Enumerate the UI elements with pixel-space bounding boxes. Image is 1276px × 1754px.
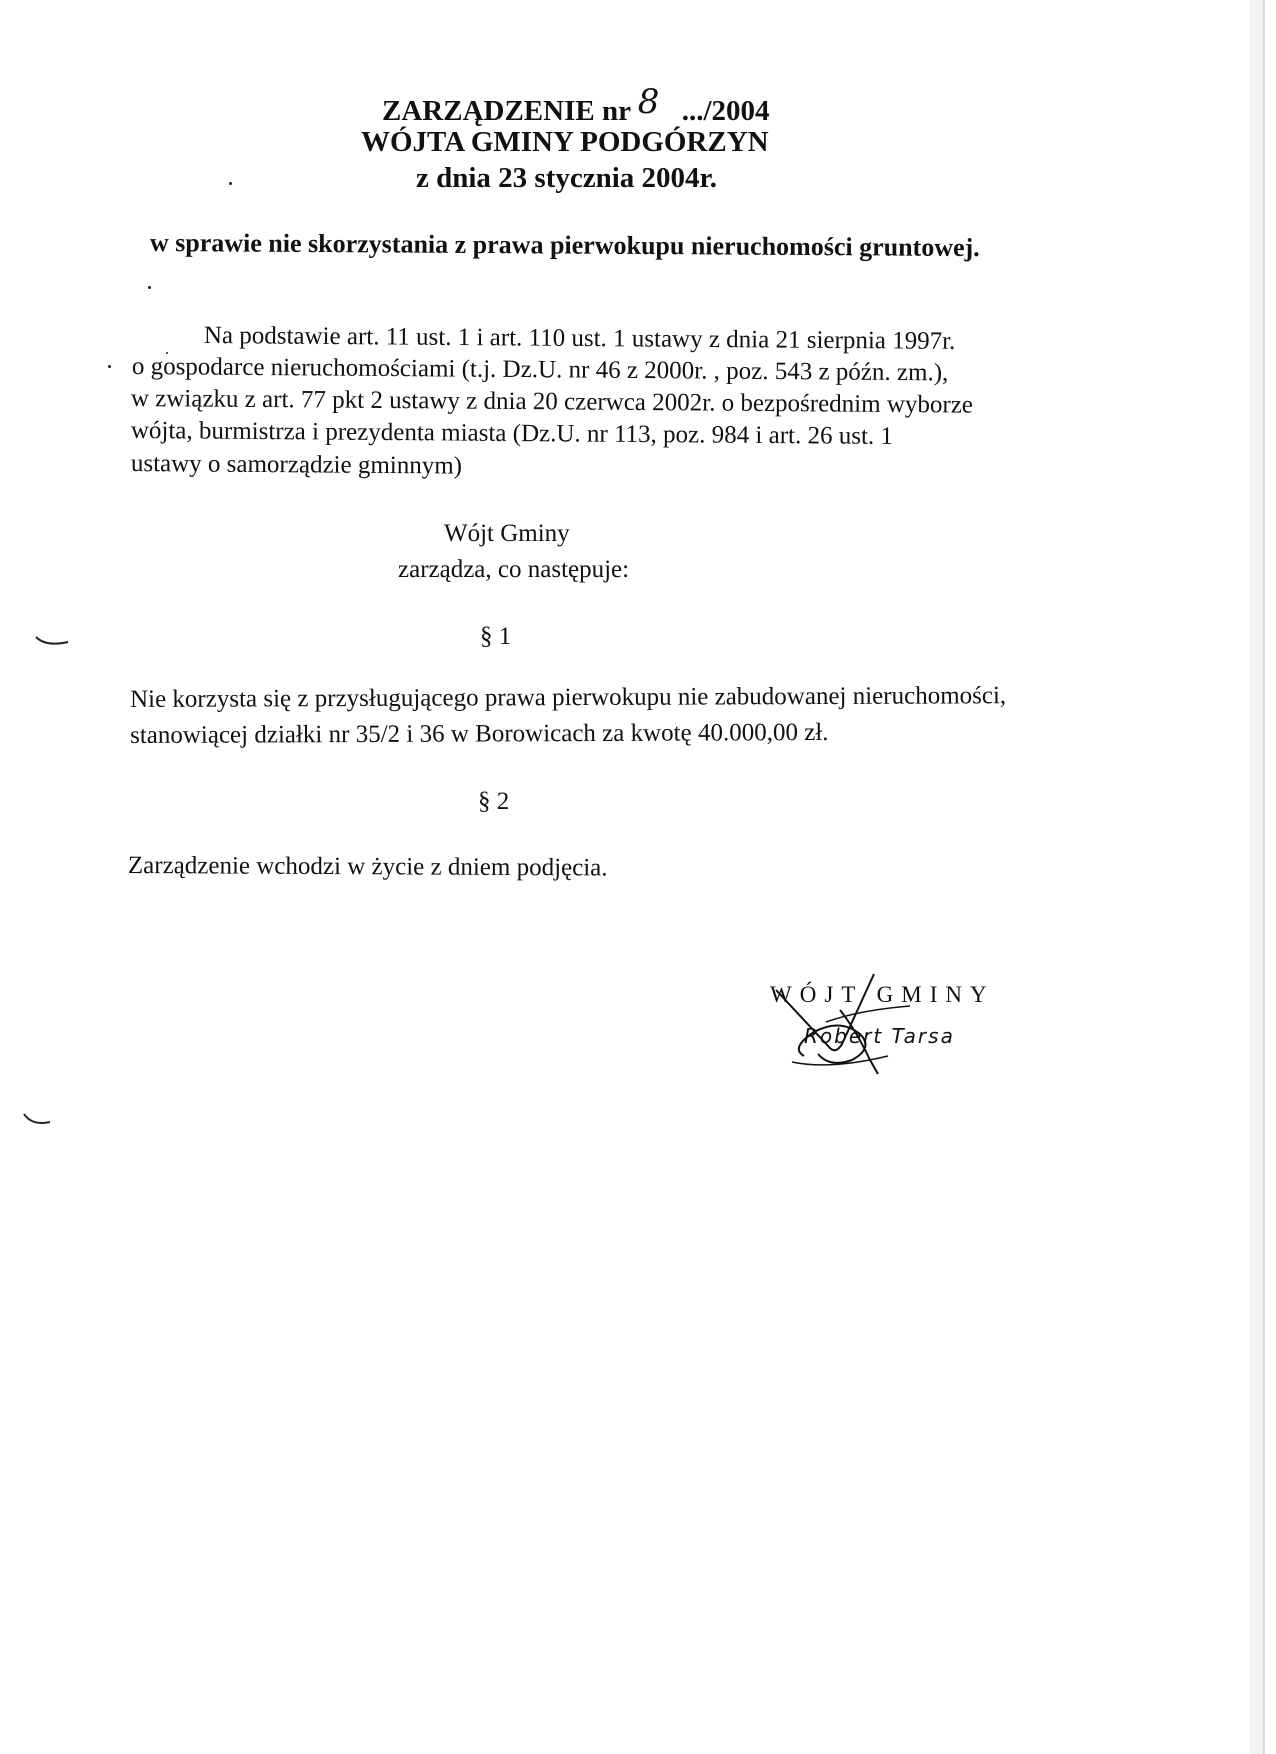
punch-mark-bottom xyxy=(22,1112,56,1128)
legal-basis-line: o gospodarce nieruchomościami (t.j. Dz.U. nr 46 z 2000r. , poz. 543 z późn. zm.), xyxy=(131,353,949,387)
stamp-title: WÓJT GMINY xyxy=(770,982,995,1007)
legal-basis-line: Na podstawie art. 11 ust. 1 i art. 110 ust. 1 ustawy z dnia 21 sierpnia 1997r. xyxy=(203,322,956,355)
decree-date: z dnia 23 stycznia 2004r. xyxy=(416,162,718,194)
punch-mark-top xyxy=(34,634,74,648)
authority-label: Wójt Gminy xyxy=(444,520,570,547)
section-2-text: Zarządzenie wchodzi w życie z dniem podjęcia. xyxy=(127,852,608,882)
decree-title-year: 2004 xyxy=(711,95,770,127)
scan-edge xyxy=(1250,0,1263,1754)
stamp-name: Robert Tarsa xyxy=(804,1024,955,1048)
handwritten-signature xyxy=(770,970,940,1080)
decree-title xyxy=(382,82,770,128)
handwritten-decree-number: 8 xyxy=(637,82,660,122)
legal-basis-line: wójta, burmistrza i prezydenta miasta (Dz.U. nr 113, poz. 984 i art. 26 ust. 1 xyxy=(130,417,894,450)
decree-title-dots: .../ xyxy=(681,95,712,127)
legal-basis-line: w związku z art. 77 pkt 2 ustawy z dnia 20 czerwca 2002r. o bezpośrednim wyborze xyxy=(130,385,974,419)
section-1-line: stanowiącej działki nr 35/2 i 36 w Borowicach za kwotę 40.000,00 zł. xyxy=(130,718,829,749)
decree-subject: w sprawie nie skorzystania z prawa pierwokupu nieruchomości gruntowej. xyxy=(149,228,980,263)
decree-title-prefix: ZARZĄDZENIE nr xyxy=(382,95,638,127)
scan-speck xyxy=(229,182,232,185)
section-1-mark: § 1 xyxy=(480,623,512,650)
section-2-mark: § 2 xyxy=(478,788,510,815)
issuing-authority: WÓJTA GMINY PODGÓRZYN xyxy=(361,126,769,158)
decree-phrase: zarządza, co następuje: xyxy=(398,556,630,583)
section-1-line: Nie korzysta się z przysługującego prawa pierwokupu nie zabudowanej nieruchomości, xyxy=(130,682,1007,713)
scan-speck xyxy=(108,365,111,368)
legal-basis-line: ustawy o samorządzie gminnym) xyxy=(130,450,463,480)
scan-speck xyxy=(148,286,151,289)
